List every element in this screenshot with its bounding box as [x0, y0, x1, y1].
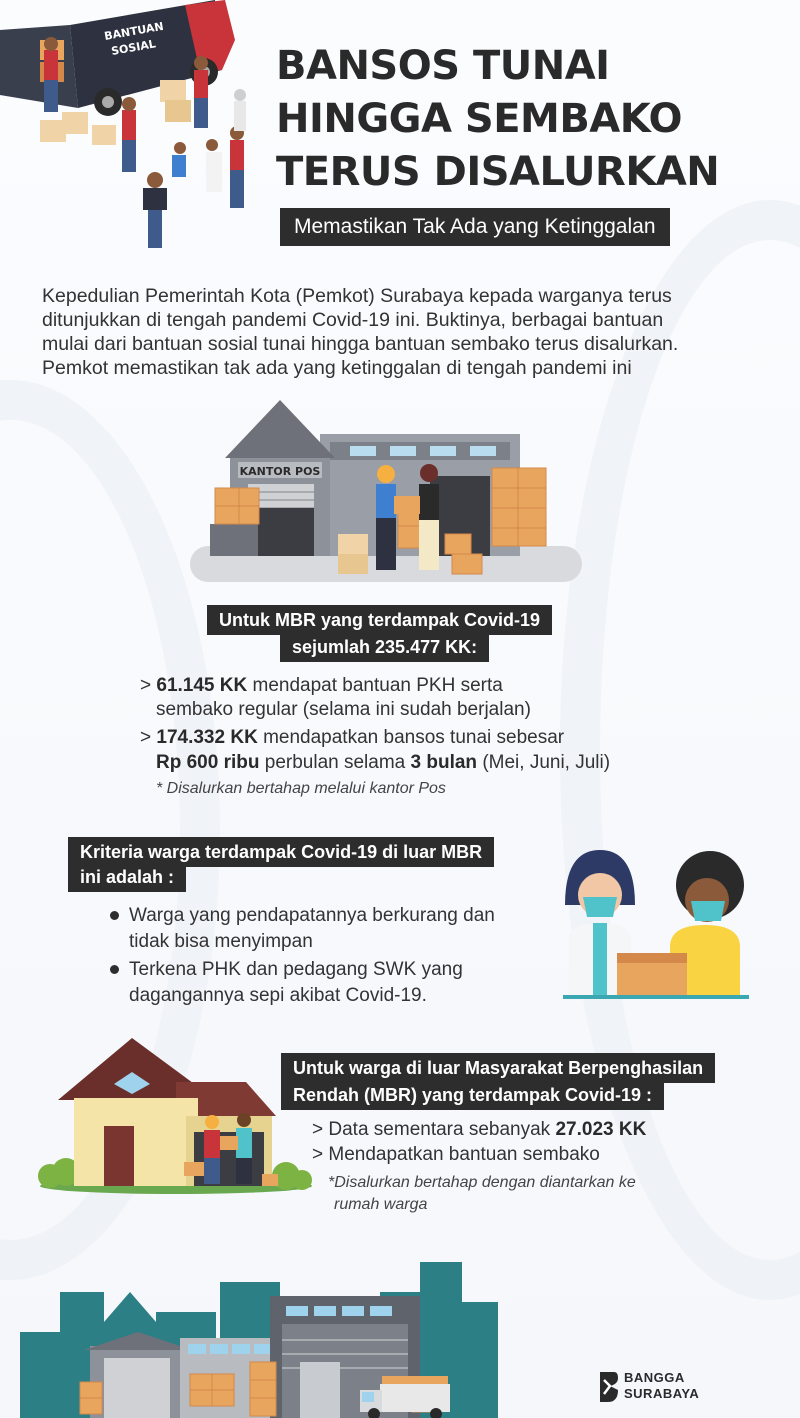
section3-heading [281, 1053, 715, 1083]
title-line: BANSOS TUNAI [276, 43, 610, 89]
list-marker: > [312, 1119, 324, 1140]
section1-heading-line: Untuk MBR yang terdampak Covid-19 [219, 610, 541, 630]
section3-note: *Disalurkan bertahap dengan diantarkan ke [328, 1174, 636, 1191]
section1-heading-line: sejumlah 235.477 KK: [292, 637, 478, 657]
section2-bullet-2 [110, 958, 463, 982]
intro-line: ditunjukkan di tengah pandemi Covid-19 ini. Buktinya, berbagai bantuan [42, 309, 664, 331]
section2-bullet-1 [110, 904, 495, 928]
amount: Rp 600 ribu [156, 752, 260, 773]
section3-heading-line: Untuk warga di luar Masyarakat Berpenghasilan [293, 1058, 704, 1078]
section2-heading-2 [68, 862, 186, 892]
title-line: TERUS DISALURKAN [276, 149, 720, 195]
section2-bullet-1-line2: tidak bisa menyimpan [129, 931, 313, 952]
duration: 3 bulan [410, 752, 478, 773]
list-marker: > [312, 1144, 324, 1165]
item-text: mendapat bantuan PKH serta [247, 675, 503, 696]
bullet-text: Warga yang pendapatannya berkurang dan [129, 905, 495, 926]
item-text: perbulan selama [259, 752, 411, 773]
aid-truck-illustration [0, 0, 270, 265]
intro-paragraph [42, 284, 762, 380]
section2-heading-line: ini adalah : [80, 867, 175, 887]
kk-count-bansos: 174.332 KK [156, 727, 258, 748]
main-title [276, 40, 786, 199]
logo-line: SURABAYA [624, 1386, 700, 1401]
post-office-illustration [190, 396, 582, 586]
section1-heading [207, 605, 552, 635]
list-marker: > [140, 675, 152, 696]
house-delivery-illustration [36, 1036, 312, 1194]
kk-count-non-mbr: 27.023 KK [555, 1119, 647, 1140]
bullet-icon [110, 911, 119, 920]
logo-mark-icon [598, 1370, 620, 1404]
section1-item-2-line2 [156, 751, 610, 775]
section1-item-2 [140, 726, 564, 750]
intro-line: Pemkot memastikan tak ada yang ketinggalan di tengah pandemi ini [42, 357, 632, 379]
subtitle-banner: Memastikan Tak Ada yang Ketinggalan [280, 208, 670, 246]
section3-heading-line: Rendah (MBR) yang terdampak Covid-19 : [293, 1085, 653, 1105]
truck-sign-line: SOSIAL [110, 37, 157, 58]
bangga-surabaya-logo [598, 1368, 718, 1408]
kk-count-pkh: 61.145 KK [156, 675, 248, 696]
section3-heading-2 [281, 1080, 664, 1110]
title-line: HINGGA SEMBAKO [276, 96, 682, 142]
bullet-icon [110, 965, 119, 974]
intro-line: mulai dari bantuan sosial tunai hingga bantuan sembako terus disalurkan. [42, 333, 679, 355]
section1-heading-2 [280, 632, 489, 662]
section3-note-line2: rumah warga [334, 1196, 428, 1213]
logo-text [624, 1370, 699, 1402]
section1-item-1-line2: sembako regular (selama ini sudah berjalan) [156, 699, 531, 720]
item-text: (Mei, Juni, Juli) [477, 752, 611, 773]
truck-sign-line: BANTUAN [103, 19, 165, 43]
list-marker: > [140, 727, 152, 748]
section3-item-2 [312, 1143, 600, 1167]
intro-line: Kepedulian Pemerintah Kota (Pemkot) Surabaya kepada warganya terus [42, 285, 672, 307]
item-text: mendapatkan bansos tunai sebesar [257, 727, 565, 748]
section2-heading-line: Kriteria warga terdampak Covid-19 di luar MBR [80, 842, 483, 862]
item-text: Mendapatkan bantuan sembako [323, 1144, 600, 1165]
section2-bullet-2-line2: dagangannya sepi akibat Covid-19. [129, 985, 427, 1006]
post-office-sign: KANTOR POS [239, 465, 321, 478]
bullet-text: Terkena PHK dan pedagang SWK yang [129, 959, 463, 980]
logo-line: BANGGA [624, 1370, 685, 1385]
item-text: Data sementara sebanyak [323, 1119, 556, 1140]
section1-note: * Disalurkan bertahap melalui kantor Pos [156, 780, 446, 797]
health-worker-illustration [555, 845, 755, 1005]
section3-item-1 [312, 1118, 646, 1142]
section1-item-1 [140, 674, 503, 698]
warehouse-illustration [20, 1262, 600, 1418]
